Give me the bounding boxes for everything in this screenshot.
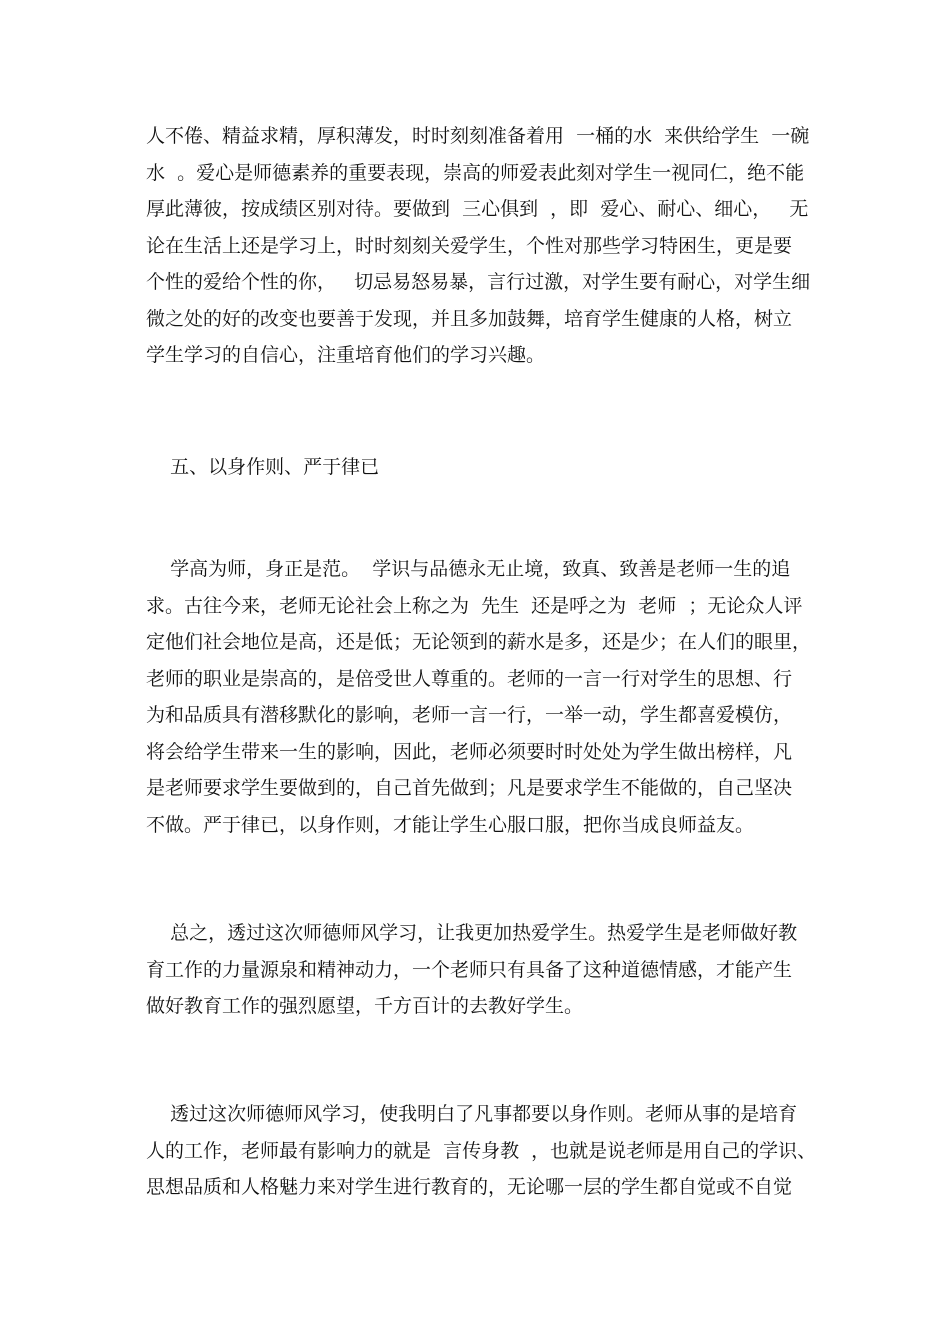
text-line: 五、以身作则、严于律已	[146, 456, 380, 478]
text-line: 人不倦、精益求精，厚积薄发，时时刻刻准备着用 一桶的水 来供给学生 一碗	[146, 125, 810, 147]
text-line: 学生学习的自信心，注重培育他们的学习兴趣。	[146, 344, 546, 366]
paragraph-words-and-deeds	[146, 1096, 816, 1206]
text-line: 定他们社会地位是高，还是低；无论领到的薪水是多，还是少；在人们的眼里，	[146, 631, 812, 653]
text-line: 思想品质和人格魅力来对学生进行教育的，无论哪一层的学生都自觉或不自觉	[146, 1176, 793, 1198]
text-line: 将会给学生带来一生的影响，因此，老师必须要时时处处为学生做出榜样，凡	[146, 740, 793, 763]
paragraph-conclusion	[146, 915, 816, 1025]
text-line: 个性的爱给个性的你， 切忌易怒易暴，言行过激，对学生要有耐心，对学生细	[146, 271, 811, 293]
paragraph-lead-by-example	[146, 551, 816, 843]
text-line: 微之处的好的改变也要善于发现，并且多加鼓舞，培育学生健康的人格，树立	[146, 307, 793, 330]
section-heading-five	[146, 449, 816, 486]
text-line: 论在生活上还是学习上，时时刻刻关爱学生，个性对那些学习特困生，更是要	[146, 234, 793, 257]
text-line: 求。古往今来，老师无论社会上称之为 先生 还是呼之为 老师 ；无论众人评	[146, 594, 803, 617]
text-line: 育工作的力量源泉和精神动力，一个老师只有具备了这种道德情感，才能产生	[146, 958, 793, 981]
text-line: 总之，透过这次师德师风学习，让我更加热爱学生。热爱学生是老师做好教	[146, 922, 798, 944]
text-line: 厚此薄彼，按成绩区别对待。要做到 三心俱到 ，即 爱心、耐心、细心， 无	[146, 198, 809, 220]
text-line: 人的工作，老师最有影响力的就是 言传身教 ，也就是说老师是用自己的学识、	[146, 1139, 817, 1162]
text-line: 为和品质具有潜移默化的影响，老师一言一行，一举一动，学生都喜爱模仿，	[146, 704, 793, 726]
text-line: 做好教育工作的强烈愿望，千方百计的去教好学生。	[146, 995, 584, 1017]
text-line: 透过这次师德师风学习，使我明白了凡事都要以身作则。老师从事的是培育	[146, 1103, 798, 1125]
text-line: 学高为师，身正是范。 学识与品德永无止境，致真、致善是老师一生的追	[146, 558, 791, 580]
paragraph-teacher-love	[146, 118, 816, 374]
text-line: 水 。爱心是师德素养的重要表现，崇高的师爱表此刻对学生一视同仁，绝不能	[146, 161, 805, 184]
text-line: 不做。严于律已，以身作则，才能让学生心服口服，把你当成良师益友。	[146, 813, 755, 836]
text-line: 老师的职业是崇高的，是倍受世人尊重的。老师的一言一行对学生的思想、行	[146, 667, 793, 690]
text-line: 是老师要求学生要做到的，自己首先做到；凡是要求学生不能做的，自己坚决	[146, 777, 793, 799]
